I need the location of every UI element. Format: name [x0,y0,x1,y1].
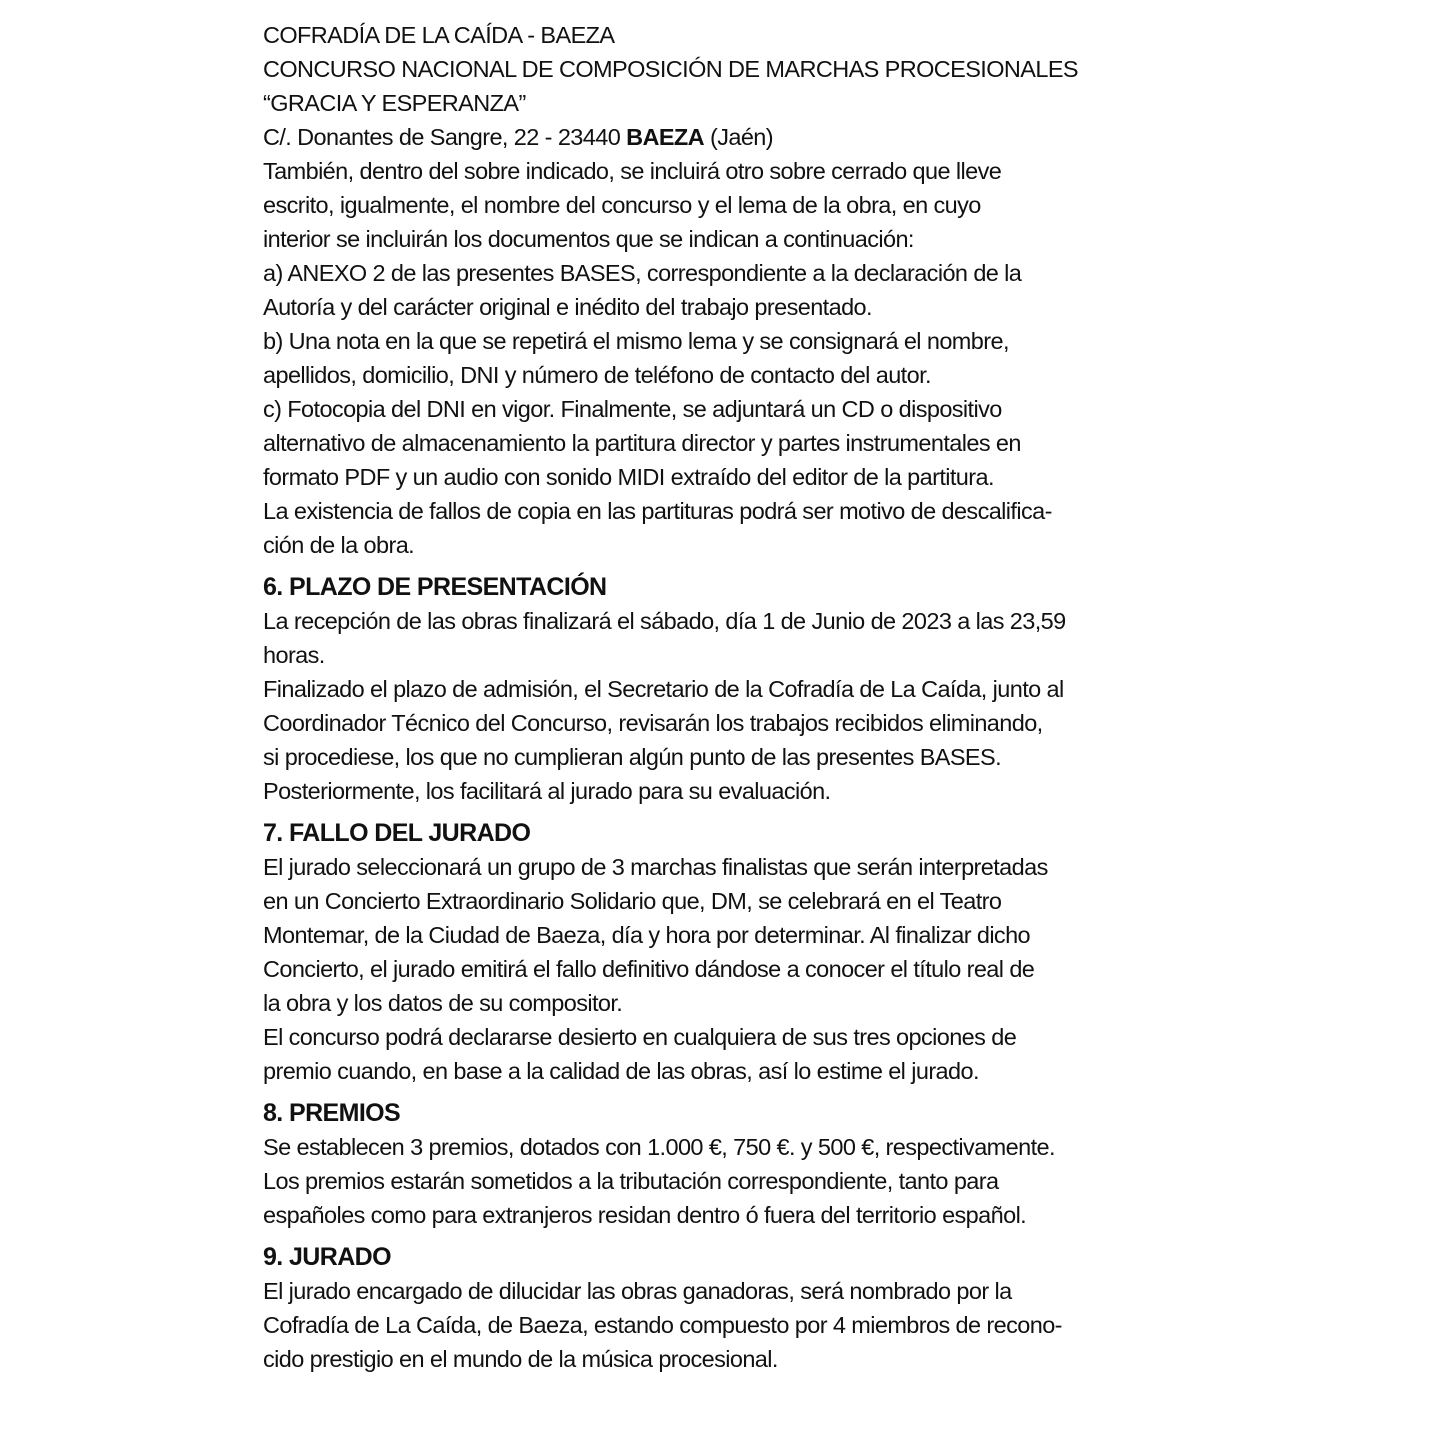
text-line: formato PDF y un audio con sonido MIDI extraído del editor de la partitura. [263,464,994,490]
text-line: b) Una nota en la que se repetirá el mismo lema y se consignará el nombre, [263,328,1009,354]
document-page [263,18,1223,1376]
text-line: c) Fotocopia del DNI en vigor. Finalmente, se adjuntará un CD o dispositivo [263,396,1002,422]
text-line: El jurado seleccionará un grupo de 3 marchas finalistas que serán interpretadas [263,854,1048,880]
text-line: Coordinador Técnico del Concurso, revisarán los trabajos recibidos eliminando, [263,710,1043,736]
text-line: si procediese, los que no cumplieran algún punto de las presentes BASES. [263,744,1002,770]
section-fallo-jurado [263,816,1223,1088]
text-line: Cofradía de La Caída, de Baeza, estando compuesto por 4 miembros de recono- [263,1312,1062,1338]
text-line: Los premios estarán sometidos a la tributación correspondiente, tanto para [263,1168,999,1194]
text-line: alternativo de almacenamiento la partitura director y partes instrumentales en [263,430,1021,456]
section-heading: 6. PLAZO DE PRESENTACIÓN [263,573,607,601]
text-line: la obra y los datos de su compositor. [263,990,623,1016]
text-line: El concurso podrá declararse desierto en cualquiera de sus tres opciones de [263,1024,1017,1050]
text-line: Posteriormente, los facilitará al jurado para su evaluación. [263,778,831,804]
text-line: españoles como para extranjeros residan dentro ó fuera del territorio español. [263,1202,1027,1228]
text-line: Concierto, el jurado emitirá el fallo definitivo dándose a conocer el título real de [263,956,1035,982]
header-address [263,120,1223,154]
address-province: (Jaén) [704,124,773,150]
text-line: Finalizado el plazo de admisión, el Secretario de la Cofradía de La Caída, junto al [263,676,1064,702]
text-line: escrito, igualmente, el nombre del concurso y el lema de la obra, en cuyo [263,192,981,218]
header-contest-name: CONCURSO NACIONAL DE COMPOSICIÓN DE MARCHAS PROCESIONALES [263,56,1078,82]
text-line: a) ANEXO 2 de las presentes BASES, correspondiente a la declaración de la [263,260,1022,286]
text-line: La recepción de las obras finalizará el sábado, día 1 de Junio de 2023 a las 23,59 [263,608,1066,634]
text-line: Se establecen 3 premios, dotados con 1.000 €, 750 €. y 500 €, respectivamente. [263,1134,1055,1160]
text-line: Autoría y del carácter original e inédito del trabajo presentado. [263,294,872,320]
text-line: premio cuando, en base a la calidad de las obras, así lo estime el jurado. [263,1058,979,1084]
text-line: apellidos, domicilio, DNI y número de teléfono de contacto del autor. [263,362,931,388]
text-line: Montemar, de la Ciudad de Baeza, día y hora por determinar. Al finalizar dicho [263,922,1031,948]
section-heading: 8. PREMIOS [263,1099,401,1127]
section-jurado [263,1240,1223,1376]
address-street: C/. Donantes de Sangre, 22 - 23440 [263,124,627,150]
header-contest-motto: “GRACIA Y ESPERANZA” [263,90,526,116]
address-city: BAEZA [626,124,705,150]
document-header [263,18,1223,154]
intro-paragraph [263,154,1223,562]
section-premios [263,1096,1223,1232]
text-line: El jurado encargado de dilucidar las obras ganadoras, será nombrado por la [263,1278,1012,1304]
section-heading: 7. FALLO DEL JURADO [263,819,531,847]
text-line: en un Concierto Extraordinario Solidario que, DM, se celebrará en el Teatro [263,888,1002,914]
text-line: horas. [263,642,325,668]
section-plazo-presentacion [263,570,1223,808]
section-heading: 9. JURADO [263,1243,391,1271]
text-line: ción de la obra. [263,532,415,558]
text-line: La existencia de fallos de copia en las partituras podrá ser motivo de descalifica- [263,498,1052,524]
text-line: interior se incluirán los documentos que se indican a continuación: [263,226,914,252]
text-line: cido prestigio en el mundo de la música procesional. [263,1346,778,1372]
header-organization: COFRADÍA DE LA CAÍDA - BAEZA [263,22,615,48]
text-line: También, dentro del sobre indicado, se incluirá otro sobre cerrado que lleve [263,158,1002,184]
